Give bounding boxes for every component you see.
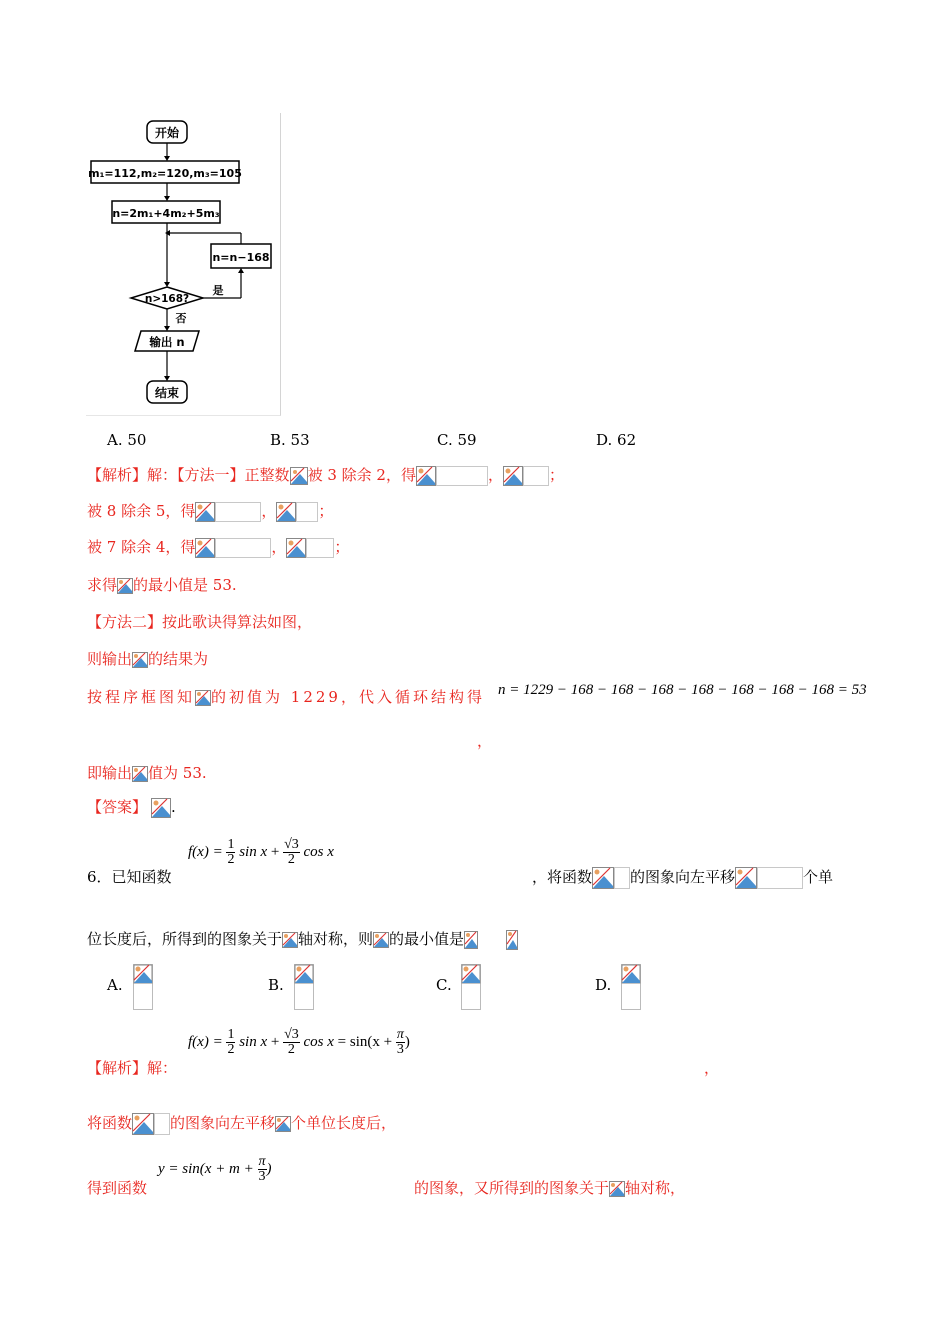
analysis-line-1 — [87, 465, 564, 486]
final-line — [87, 763, 207, 783]
q6-line2 — [87, 929, 518, 950]
flowchart-output-text: 输出 n — [149, 335, 185, 349]
flowchart-no-label: 否 — [175, 312, 187, 325]
q6-end: 个单 — [803, 868, 834, 886]
semicolon: ； — [318, 502, 334, 520]
flowchart-decrement-text: n=n−168 — [212, 251, 270, 264]
comma: ， — [261, 502, 277, 520]
flowchart-svg — [86, 113, 280, 415]
flowchart-figure — [86, 113, 281, 416]
q6-l3-formula: y = sin(x + m + $\frac{\pi}{3}$ ) — [158, 1154, 272, 1184]
q6-option-c-label: C. — [436, 976, 452, 994]
answer-line — [87, 797, 176, 818]
image-placeholder-box — [757, 867, 803, 889]
min-line-a: 求得 — [87, 576, 118, 594]
output-line-b: 的结果为 — [148, 650, 209, 668]
broken-image-icon — [503, 466, 523, 486]
flowchart-yes-label: 是 — [212, 284, 224, 297]
method2-label: 【方法二】 — [87, 613, 163, 631]
broken-image-icon — [132, 652, 148, 668]
q6-analysis-end: ， — [704, 1059, 720, 1077]
final-line-a: 即输出 — [87, 764, 133, 782]
broken-image-icon — [609, 1181, 625, 1197]
comma: ， — [487, 466, 503, 484]
q6-l2-a: 将函数 — [87, 1114, 133, 1132]
broken-image-icon — [290, 467, 308, 485]
output-line — [87, 649, 208, 669]
q6-l3-b: 的图象，又所得到的图象关于 — [414, 1179, 610, 1197]
q6-func: f(x) = — [188, 843, 223, 860]
broken-image-icon — [735, 867, 757, 889]
broken-image-icon — [416, 466, 436, 486]
m1-line2-text: 被 8 除余 5，得 — [87, 502, 196, 520]
flowchart-assign1-text: m₁=112,m₂=120,m₃=105 — [88, 167, 242, 180]
method1-label: 【方法一】 — [177, 466, 245, 484]
solve-text: 解： — [147, 466, 178, 484]
method2-line — [87, 612, 312, 632]
q6-l3-rest — [414, 1178, 685, 1198]
option-c: C. 59 — [437, 431, 477, 449]
q6-option-b-label: B. — [268, 976, 284, 994]
flow-comma: ， — [477, 732, 493, 750]
broken-image-icon — [195, 538, 215, 558]
flowchart-condition-text: n>168? — [144, 293, 190, 305]
broken-image-icon — [275, 1116, 291, 1132]
image-placeholder-box — [523, 466, 549, 486]
image-placeholder-box — [296, 502, 318, 522]
analysis-line-3 — [87, 537, 349, 558]
q6-option-a-label: A. — [107, 976, 123, 994]
flowchart-start-text: 开始 — [154, 126, 180, 140]
q6-line2-c: 的最小值是 — [389, 930, 465, 948]
q6-line2-b: 轴对称，则 — [298, 930, 374, 948]
broken-image-icon — [132, 766, 148, 782]
q6-option-b — [268, 975, 284, 995]
q6-mid: ，将函数 — [532, 868, 593, 886]
semicolon: ； — [548, 466, 564, 484]
broken-image-icon — [592, 867, 614, 889]
m1-line1-text: 被 3 除余 2，得 — [307, 466, 416, 484]
broken-image-icon — [282, 932, 298, 948]
flow-line — [87, 687, 485, 707]
image-placeholder-box — [215, 538, 271, 558]
q6-mid2: 的图象向左平移 — [630, 868, 736, 886]
flow-formula: n = 1229 − 168 − 168 − 168 − 168 − 168 − 168 − 168 = 53 — [498, 682, 867, 698]
image-placeholder-box — [215, 502, 261, 522]
q6-option-c — [436, 975, 452, 995]
q6-l3-a: 得到函数 — [87, 1179, 148, 1197]
q6-option-a — [107, 975, 123, 995]
broken-image-icon — [373, 932, 389, 948]
q6-analysis-func: f(x) = — [188, 1033, 223, 1050]
q6-l2-c: 个单位长度后， — [291, 1114, 397, 1132]
flow-line-b: 的初值为 1229，代入循环结构得 — [211, 688, 485, 706]
broken-image-icon — [195, 690, 211, 706]
q6-option-d-label: D. — [595, 976, 612, 994]
option-a: A. 50 — [107, 431, 147, 449]
semicolon: ； — [334, 538, 350, 556]
analysis-label: 【解析】 — [87, 466, 148, 484]
image-placeholder-box — [154, 1113, 170, 1135]
q6-option-c-image — [461, 964, 481, 1014]
q6-line1-start: 6．已知函数 — [87, 868, 172, 886]
q6-function-def: f(x) = $\frac{1}{2}$ sin x + $\frac{√3}{2}$ cos x — [188, 837, 334, 867]
q6-line2-a: 位长度后，所得到的图象关于 — [87, 930, 283, 948]
q6-option-a-image — [133, 964, 153, 1014]
broken-image-icon — [117, 578, 133, 594]
broken-image-icon — [286, 538, 306, 558]
q6-analysis-sin: = sin(x + — [337, 1033, 396, 1050]
q6-l2-b: 的图象向左平移 — [170, 1114, 276, 1132]
q6-l3-formula-text: y = sin(x + m + — [158, 1160, 258, 1177]
flowchart-assign2-text: n=2m₁+4m₂+5m₃ — [112, 207, 220, 220]
method2-text: 按此歌诀得算法如图， — [162, 613, 313, 631]
q6-option-b-image — [294, 964, 314, 1014]
q6-analysis-label: 【解析】 — [87, 1059, 148, 1077]
option-b: B. 53 — [270, 431, 310, 449]
broken-image-icon — [464, 931, 478, 949]
q6-line1-mid — [532, 867, 833, 889]
output-line-a: 则输出 — [87, 650, 133, 668]
image-placeholder-box — [614, 867, 630, 889]
broken-image-icon — [132, 1113, 154, 1135]
answer-period: . — [171, 798, 176, 816]
q6-option-d-image — [621, 964, 641, 1014]
m1-line3-text: 被 7 除余 4，得 — [87, 538, 196, 556]
comma: ， — [271, 538, 287, 556]
image-placeholder-box — [306, 538, 334, 558]
q6-l3-c: 轴对称， — [625, 1179, 686, 1197]
final-line-b: 值为 53. — [148, 764, 207, 782]
analysis-line-2 — [87, 501, 333, 522]
q6-analysis-formula: f(x) = $\frac{1}{2}$ sin x + $\frac{√3}{2}$ cos x = sin(x + $\frac{\pi}{3}$ ) — [188, 1027, 410, 1057]
min-line-b: 的最小值是 53. — [133, 576, 237, 594]
broken-image-icon — [151, 798, 171, 818]
broken-image-icon — [276, 502, 296, 522]
method1-text: 正整数 — [244, 466, 290, 484]
flowchart-end-text: 结束 — [154, 386, 180, 400]
image-placeholder-box — [436, 466, 488, 486]
option-d: D. 62 — [596, 431, 637, 449]
answer-label: 【答案】 — [87, 798, 148, 816]
q6-option-d — [595, 975, 611, 995]
flow-line-a: 按程序框图知 — [87, 688, 196, 706]
q6-solve: 解： — [147, 1059, 178, 1077]
q6-line-shift — [87, 1113, 396, 1135]
broken-image-icon — [195, 502, 215, 522]
q6-analysis-line — [87, 1058, 177, 1078]
broken-image-icon — [506, 930, 518, 950]
analysis-line-4 — [87, 575, 237, 595]
